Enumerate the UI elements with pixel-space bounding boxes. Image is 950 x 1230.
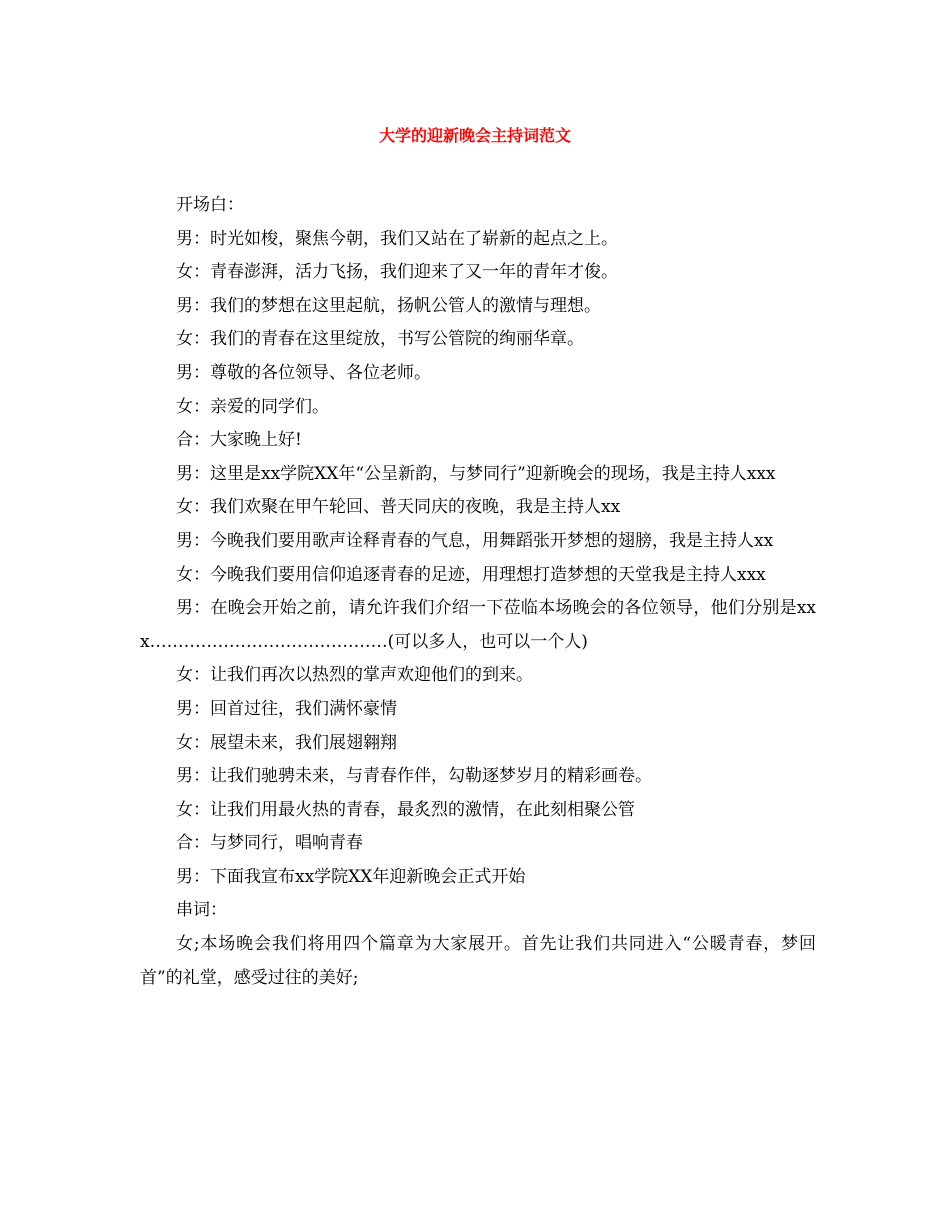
paragraph: 女：让我们再次以热烈的掌声欢迎他们的到来。 [176, 665, 533, 686]
paragraph: 男：让我们驰骋未来，与青春作伴，勾勒逐梦岁月的精彩画卷。 [176, 766, 652, 787]
paragraph: 合：与梦同行，唱响青春 [176, 833, 363, 854]
paragraph: 男：今晚我们要用歌声诠释青春的气息，用舞蹈张开梦想的翅膀，我是主持人xx [176, 530, 774, 551]
paragraph-opening-label: 开场白： [176, 195, 244, 215]
document-title: 大学的迎新晚会主持词范文 [378, 126, 571, 145]
paragraph: 女：让我们用最火热的青春，最炙烈的激情，在此刻相聚公管 [176, 799, 635, 820]
paragraph: 女：今晚我们要用信仰追逐青春的足迹，用理想打造梦想的天堂我是主持人xxx [176, 564, 766, 585]
paragraph-transition-label: 串词： [176, 900, 227, 921]
paragraph: 男：我们的梦想在这里起航，扬帆公管人的激情与理想。 [176, 295, 601, 316]
paragraph: 女：亲爱的同学们。 [176, 396, 329, 417]
paragraph: 男：回首过往，我们满怀豪情 [176, 698, 397, 719]
paragraph: 男：时光如梭，聚焦今朝，我们又站在了崭新的起点之上。 [176, 228, 618, 249]
document-body [140, 189, 816, 995]
paragraph: 男：尊敬的各位领导、各位老师。 [176, 362, 431, 383]
paragraph: 女：我们欢聚在甲午轮回、普天同庆的夜晚，我是主持人xx [176, 497, 621, 518]
paragraph: 女：我们的青春在这里绽放，书写公管院的绚丽华章。 [176, 329, 584, 350]
paragraph: 女：青春澎湃，活力飞扬，我们迎来了又一年的青年才俊。 [176, 262, 618, 283]
paragraph: 女;本场晚会我们将用四个篇章为大家展开。首先让我们共同进入“公暖青春，梦回首”的礼堂，感受过往的美好; [140, 934, 816, 988]
paragraph: 男：这里是xx学院XX年“公呈新韵，与梦同行”迎新晚会的现场，我是主持人xxx [176, 463, 776, 484]
paragraph: 女：展望未来，我们展翅翱翔 [176, 732, 397, 753]
paragraph: 合：大家晚上好! [176, 430, 302, 451]
paragraph: 男：下面我宣布xx学院XX年迎新晚会正式开始 [176, 866, 526, 887]
paragraph: 男：在晚会开始之前，请允许我们介绍一下莅临本场晚会的各位领导，他们分别是xxx……………………………………(可以多人，也可以一个人) [140, 598, 816, 652]
